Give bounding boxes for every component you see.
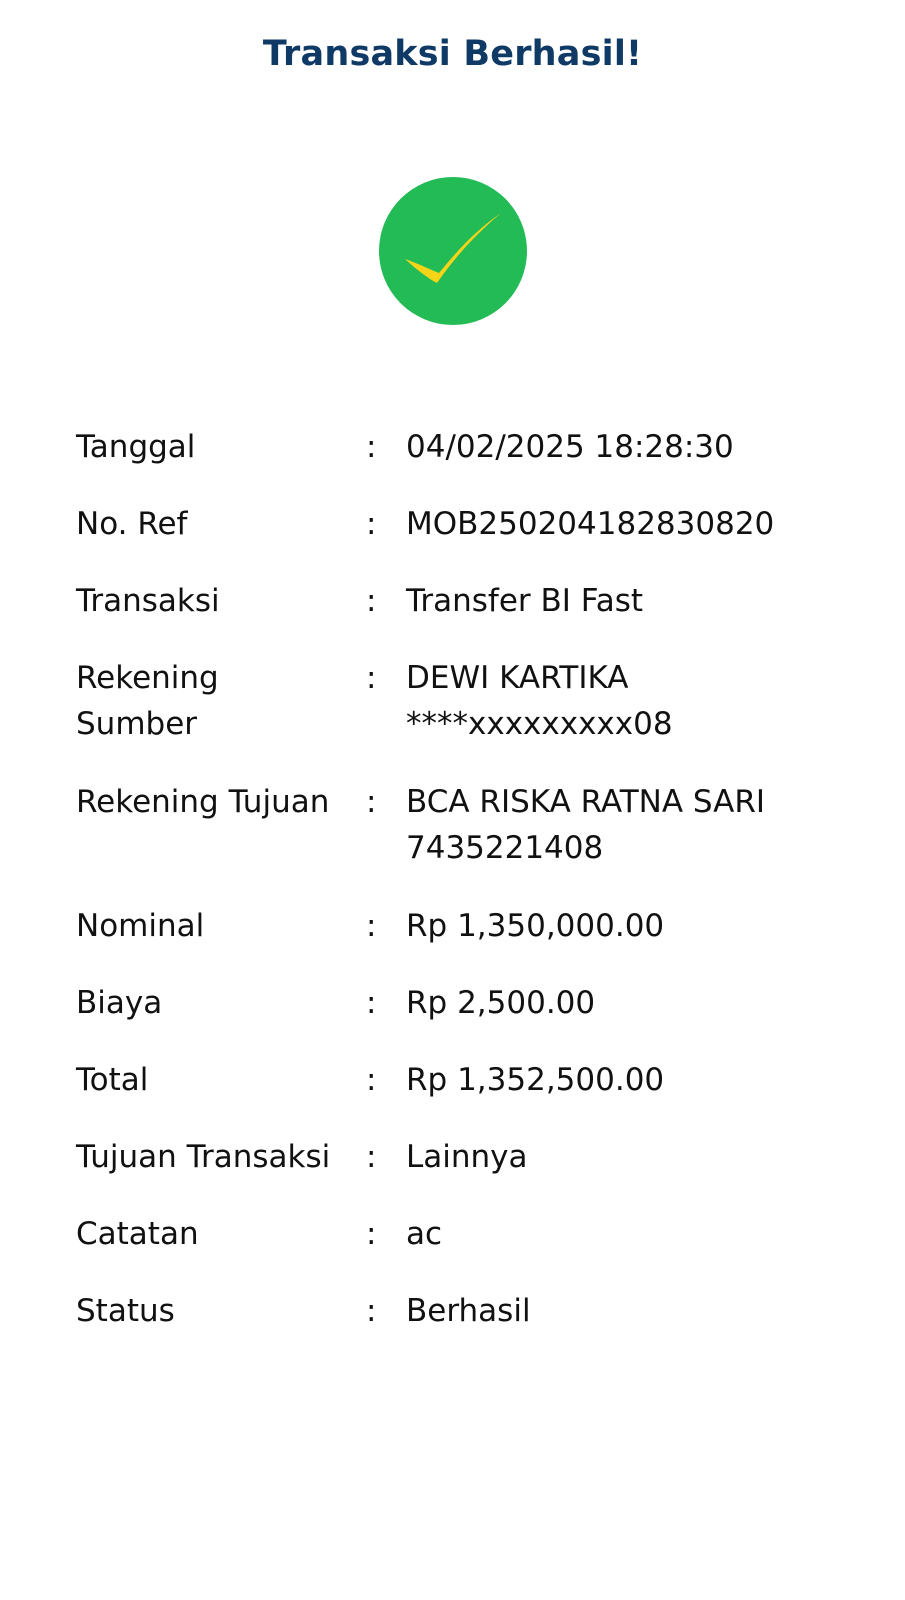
- detail-separator: :: [366, 1062, 377, 1098]
- detail-value-line: BCA RISKA RATNA SARI: [406, 784, 766, 820]
- detail-separator: :: [366, 506, 377, 542]
- detail-value-line: 7435221408: [406, 830, 604, 866]
- detail-label: Total: [76, 1062, 149, 1098]
- page-title: Transaksi Berhasil!: [262, 34, 643, 74]
- detail-value: Rp 2,500.00: [406, 985, 596, 1021]
- detail-value-line: DEWI KARTIKA: [406, 660, 629, 696]
- detail-value: Transfer BI Fast: [406, 583, 644, 619]
- detail-label: [76, 655, 356, 747]
- detail-separator: :: [366, 429, 377, 465]
- detail-separator: :: [366, 784, 377, 820]
- detail-label: Nominal: [76, 908, 205, 944]
- detail-value: Lainnya: [406, 1139, 528, 1175]
- detail-label: Biaya: [76, 985, 163, 1021]
- detail-label-line: Sumber: [76, 706, 198, 742]
- detail-value: [406, 779, 846, 871]
- detail-label: Transaksi: [76, 583, 220, 619]
- detail-separator: :: [366, 1139, 377, 1175]
- detail-separator: :: [366, 660, 377, 696]
- detail-separator: :: [366, 985, 377, 1021]
- detail-value: MOB250204182830820: [406, 506, 775, 542]
- detail-label: Tanggal: [76, 429, 196, 465]
- detail-value: 04/02/2025 18:28:30: [406, 429, 734, 465]
- detail-label: Tujuan Transaksi: [76, 1139, 331, 1175]
- detail-label: No. Ref: [76, 506, 188, 542]
- detail-label: Catatan: [76, 1216, 199, 1252]
- detail-label: Status: [76, 1293, 175, 1329]
- detail-value: [406, 655, 846, 747]
- detail-value: Rp 1,350,000.00: [406, 908, 665, 944]
- status-value: Berhasil: [406, 1293, 531, 1329]
- detail-value: ac: [406, 1216, 443, 1252]
- detail-label-line: Rekening: [76, 660, 219, 696]
- detail-separator: :: [366, 583, 377, 619]
- detail-value-line: ****xxxxxxxxx08: [406, 706, 673, 742]
- detail-separator: :: [366, 1293, 377, 1329]
- detail-value: Rp 1,352,500.00: [406, 1062, 665, 1098]
- detail-separator: :: [366, 1216, 377, 1252]
- detail-separator: :: [366, 908, 377, 944]
- detail-label: Rekening Tujuan: [76, 784, 330, 820]
